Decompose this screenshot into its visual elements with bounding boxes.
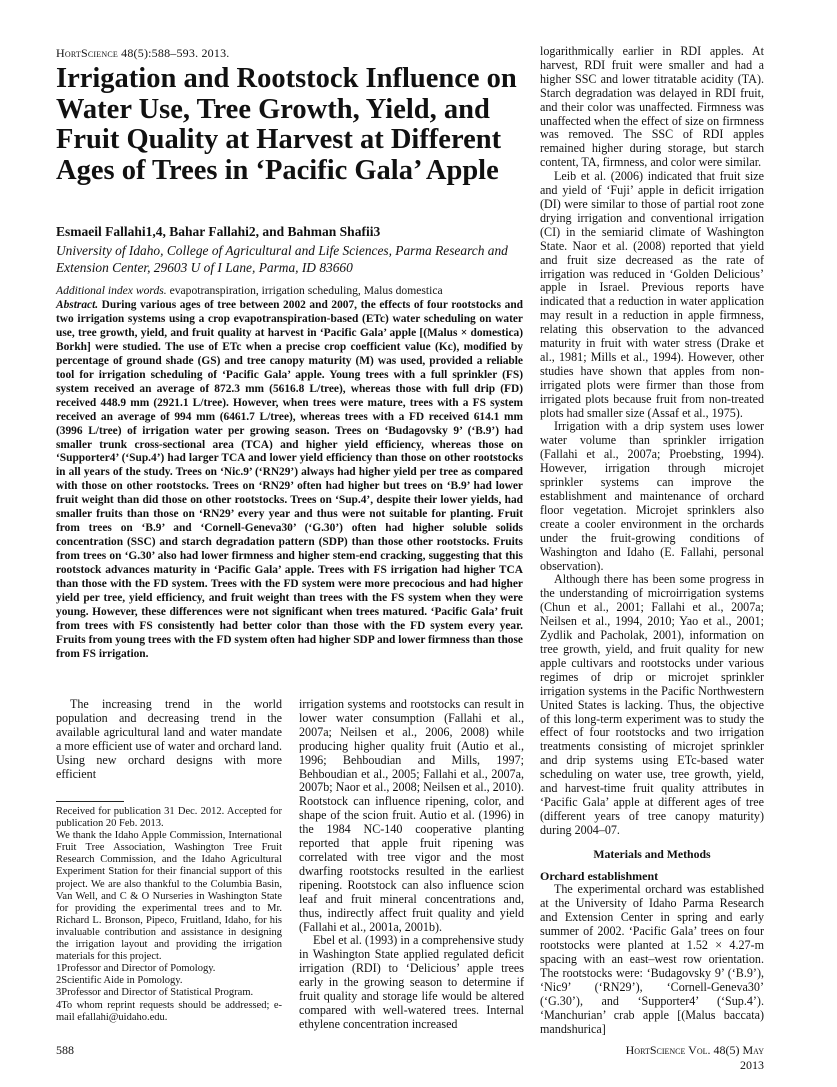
paragraph: The experimental orchard was established at the University of Idaho Parma Research and Extension Center in spring and early summer of 2002. ‘Pacific Gala’ trees on four rootstocks were planted at 1.52 × 4.27-m spacing with an east–west row orientation. The rootstocks were: ‘Budagovsky 9’ (‘B.9’), ‘Nic9’ (‘RN29’), ‘Cornell-Geneva30’ (‘G.30’), and ‘Supporter4’ (‘Sup.4’). ‘Manchurian’ crab apple [(Malus baccata) mandshurica]: [540, 882, 764, 1036]
paragraph: Ebel et al. (1993) in a comprehensive study in Washington State applied regulated deficit irrigation (RDI) to ‘Delicious’ apple trees early in the growing season to determine if fruit quality and storage life would be altered compared with well-watered trees. Internal ethylene concentration increased: [299, 933, 524, 1031]
abstract-text: During various ages of tree between 2002 and 2007, the effects of four rootstocks and two irrigation systems using a crop evapotranspiration-based (ETc) water scheduling on water use, tree growth, yield, and fruit quality at harvest in ‘Pacific Gala’ apple [(Malus × domestica) Borkh] were studied. The use of ETc when a precise crop coefficient value (Kc), modified by percentage of ground shade (GS) and tree canopy maturity (M) was used, provided a reliable tool for irrigation scheduling of ‘Pacific Gala’ apple. Young trees with a full sprinkler (FS) system received an average of 872.3 mm (5616.8 L/tree), whereas those with full drip (FD) received 448.9 mm (2921.1 L/tree). However, when trees were mature, trees with a FS system received an average of 994 mm (6461.7 L/tree), whereas trees with a FD received 614.1 mm (3996 L/tree) of irrigation water per growing season. Trees on ‘Budagovsky 9’ (‘B.9’) had smaller trunk cross-sectional area (TCA) and higher yield efficiency, whereas those on ‘Supporter4’ (‘Sup.4’) had larger TCA and lower yield efficiency than those on other rootstocks in all years of the study. Trees on ‘Nic.9’ (‘RN29’) always had higher yield per tree as compared with those on other rootstocks. Trees on ‘RN29’ often had higher but trees on ‘B.9’ had lower fruit weight than did those on other rootstocks. Trees on ‘Sup.4’, despite their lower yields, had smaller fruits than those on ‘RN29’ every year and thus were not suitable for planting. Fruit from trees on ‘B.9’ and ‘Cornell-Geneva30’ (‘G.30’) often had higher soluble solids concentration (SSC) and starch degradation pattern (SDP) than those other rootstocks. Fruits from trees on ‘G.30’ also had lower firmness and higher stem-end cracking, suggesting that this rootstock advances maturity in ‘Pacific Gala’ apple. Trees with FS irrigation had higher TCA than those with the FD system. Trees with the FD system were more precocious and had higher yield per tree, yield efficiency, and fruit weight than trees with the FS system when they were young. However, these differences were not significant when trees matured. ‘Pacific Gala’ fruit from trees with FS consistently had better color than those with the FD system every year. Fruits from young trees with the FD system often had higher SDP and lower firmness than those from FS irrigation.: [56, 299, 523, 660]
section-heading: Materials and Methods: [593, 846, 711, 861]
footer-journal-name: HortScience: [625, 1043, 686, 1057]
body-column-1: [56, 698, 282, 781]
subsection-heading: Orchard establishment: [540, 868, 659, 883]
footnote-2: 2Scientific Aide in Pomology.: [56, 975, 183, 987]
paragraph: Although there has been some progress in the understanding of microirrigation systems (Chun et al., 2001; Fallahi et al., 2007a; Neilsen et al., 1994, 2010; Yao et al., 2001; Zydlik and Pacholak, 2001), information on tree growth, yield, and fruit quality for new apple cultivars and rootstocks under various regimes of drip or microjet sprinkler irrigation systems in the Pacific Northwestern United States is lacking. Thus, the objective of this long-term experiment was to study the effect of four rootstocks and two irrigation treatments consisting of microjet sprinkler and drip systems using ETc-based water scheduling on water use, tree growth, yield, and harvest-time fruit quality attributes in ‘Pacific Gala’ apple at different ages of tree (different years of tree canopy maturity) during 2004–07.: [540, 572, 764, 837]
index-words: [56, 284, 536, 297]
paragraph: logarithmically earlier in RDI apples. At harvest, RDI fruit were smaller and had a higher SSC and lower titratable acidity (TA). Starch degradation was delayed in RDI fruit, and their color was unaffected. Firmness was unaffected when the effect of size on firmness was removed. The SSC of RDI apples remained higher during storage, but starch content, TA, firmness, and color were similar.: [540, 44, 764, 170]
footnotes: [56, 806, 282, 1024]
body-column-2: [299, 698, 524, 1032]
paragraph: irrigation systems and rootstocks can result in lower water consumption (Fallahi et al., 2007a; Neilsen et al., 2006, 2008) while producing higher quality fruit (Autio et al., 1996; Behboudian and Mills, 1997; Behboudian et al., 2005; Fallahi et al., 2007a, 2007b; Naor et al., 2008; Neilsen et al., 2010). Rootstock can influence ripening, color, and shape of the scion fruit. Autio et al. (1996) in the 1984 NC-140 cooperative planting reported that apple fruit ripening was correlated with tree vigor and the most dwarfing rootstocks resulted in the earliest ripening. Rootstock can also influence scion leaf and fruit mineral concentrations and, thus, indirectly affect fruit quality and yield (Fallahi et al., 2001a, 2001b).: [299, 697, 524, 934]
paragraph: The increasing trend in the world population and decreasing trend in the available agricultural land and water mandate a more efficient use of water and orchard land. Using new orchard designs with more efficient: [56, 697, 282, 781]
paragraph: Irrigation with a drip system uses lower water volume than sprinkler irrigation (Fallahi et al., 2007a; Proebsting, 1994). However, irrigation through microjet sprinkler systems can improve the establishment and maintenance of orchard floor vegetation. Microjet sprinklers also create a cooler environment in the orchards under the fruit-growing conditions of Washington and Idaho (E. Fallahi, personal observation).: [540, 419, 764, 573]
footnote-divider: [56, 801, 124, 802]
footnote-1: 1Professor and Director of Pomology.: [56, 963, 216, 975]
index-words-text: evapotranspiration, irrigation scheduling, Malus domestica: [166, 284, 443, 297]
page-number: 588: [56, 1043, 74, 1057]
body-column-3: [540, 45, 764, 1036]
paragraph: Leib et al. (2006) indicated that fruit size and yield of ‘Fuji’ apple in deficit irrigation (DI) were similar to those of partial root zone drying irrigation and conventional irrigation (CI) in the semiarid climate of Washington State. Naor et al. (2008) reported that yield and fruit size decreased as the rate of irrigation was reduced in ‘Golden Delicious’ apple in Israel. Previous reports have indicated that a reduction in water application may result in a reduction in apple firmness, relating this observation to the advanced maturity in fruit with water stress (Drake et al., 1981; Mills et al., 1994). However, other studies have shown that apples from non-irrigated plots were firmer than those from irrigated plots because fruit from non-treated plots had smaller size (Assaf et al., 1975).: [540, 169, 764, 420]
journal-header: [56, 46, 229, 61]
footnote-received: Received for publication 31 Dec. 2012. Accepted for publication 20 Feb. 2013.: [56, 806, 282, 830]
footer-journal: [600, 1043, 764, 1073]
abstract-label: Abstract.: [56, 299, 99, 311]
author-affiliation: University of Idaho, College of Agricultural and Life Sciences, Parma Research and Extension Center, 29603 U of I Lane, Parma, ID 83660: [56, 243, 508, 275]
footnote-acknowledgment: We thank the Idaho Apple Commission, International Fruit Tree Association, Washington Tree Fruit Research Commission, and the Idaho Agricultural Experiment Station for their financial support of this project. We are also thankful to the Columbia Basin, Van Well, and C & O Nurseries in Washington State for providing the experimental trees and to Mr. Richard L. Bronson, Pipeco, Fruitland, Idaho, for his invaluable contribution and assistance in designing the irrigation layout and providing the irrigation materials for this project.: [56, 830, 282, 963]
abstract: [56, 299, 523, 662]
article-title: Irrigation and Rootstock Influence on Water Use, Tree Growth, Yield, and Fruit Quality at Harvest at Different Ages of Trees in ‘Pacific Gala’ Apple: [56, 63, 517, 186]
index-words-label: Additional index words.: [56, 284, 167, 297]
journal-citation: 48(5):588–593. 2013.: [117, 46, 230, 60]
journal-name: HortScience: [56, 46, 118, 60]
footnote-3: 3Professor and Director of Statistical Program.: [56, 987, 254, 999]
author-list: Esmaeil Fallahi1,4, Bahar Fallahi2, and Bahman Shafii3: [56, 224, 381, 239]
footer-issue: Vol. 48(5) May 2013: [685, 1043, 764, 1072]
footnote-4: 4To whom reprint requests should be addressed; e-mail efallahi@uidaho.edu.: [56, 999, 282, 1023]
